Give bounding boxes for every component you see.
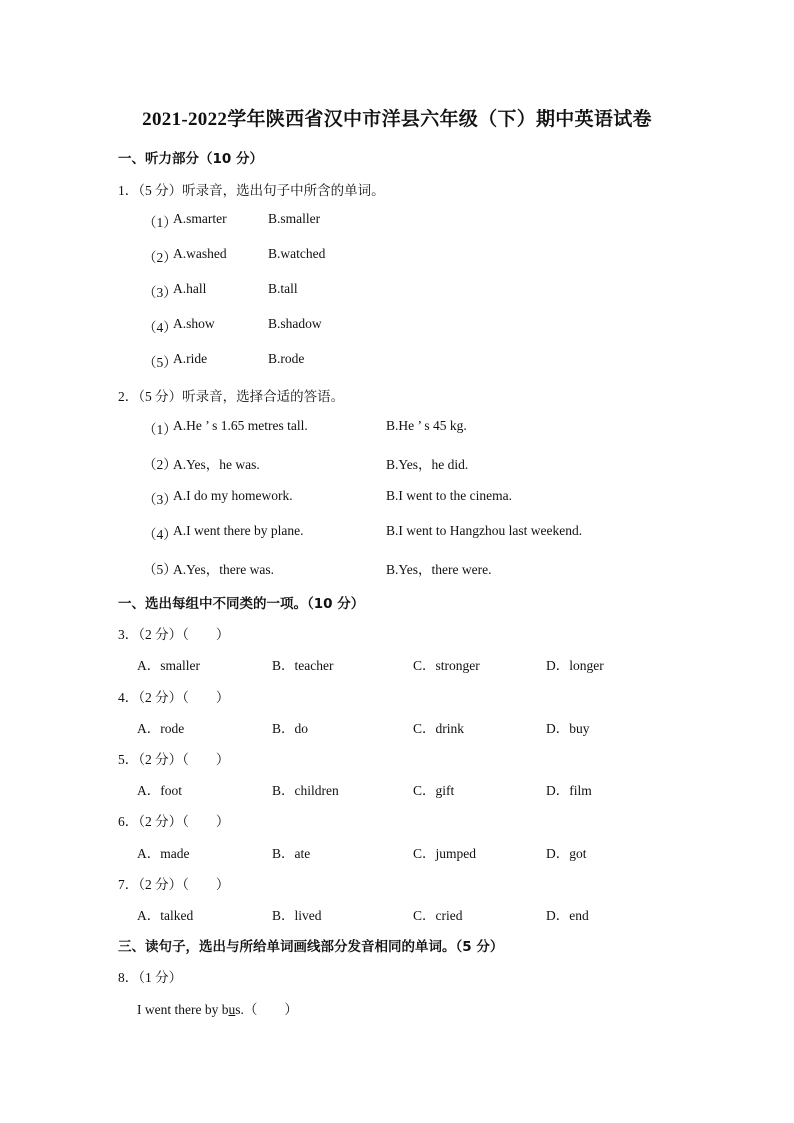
item-number: （3）	[143, 285, 177, 300]
option-a: A.show	[173, 316, 215, 331]
item-number: （1）	[143, 215, 177, 230]
question-4-stem: 4．（2 分）（ ）	[118, 690, 230, 705]
section-heading-odd-one-out: 一、选出每组中不同类的一项。（10 分）	[118, 596, 365, 612]
option-b: B.rode	[268, 351, 305, 366]
option-a: A.smarter	[173, 211, 227, 226]
question-3-stem: 3．（2 分）（ ）	[118, 627, 230, 642]
option-a: A．foot	[137, 783, 182, 798]
option-a: A.He ’ s 1.65 metres tall.	[173, 418, 308, 433]
option-a: A.ride	[173, 351, 208, 366]
option-b: B.He ’ s 45 kg.	[386, 418, 467, 433]
option-a: A.hall	[173, 281, 207, 296]
option-a: A.I do my homework.	[173, 488, 293, 503]
option-d: D．end	[546, 908, 589, 923]
option-a: A．smaller	[137, 658, 200, 673]
item-number: （5）	[143, 562, 177, 577]
option-c: C．gift	[413, 783, 455, 798]
item-number: （4）	[143, 527, 177, 542]
option-b: B．ate	[272, 846, 311, 861]
page-title: 2021-2022学年陕西省汉中市洋县六年级（下）期中英语试卷	[142, 109, 652, 130]
option-d: D．buy	[546, 721, 590, 736]
item-number: （1）	[143, 422, 177, 437]
sentence-text: s.（ ）	[235, 1002, 298, 1017]
item-number: （2）	[143, 457, 177, 472]
option-b: B．do	[272, 721, 309, 736]
option-a: A.I went there by plane.	[173, 523, 304, 538]
option-c: C．cried	[413, 908, 463, 923]
option-a: A．talked	[137, 908, 194, 923]
option-b: B．children	[272, 783, 339, 798]
option-a: A.Yes，he was.	[173, 457, 260, 472]
option-b: B.smaller	[268, 211, 321, 226]
section-heading-listening: 一、听力部分（10 分）	[118, 151, 263, 167]
option-a: A．rode	[137, 721, 185, 736]
question-7-stem: 7．（2 分）（ ）	[118, 877, 230, 892]
item-number: （3）	[143, 492, 177, 507]
question-2-stem: 2．（5 分）听录音，选择合适的答语。	[118, 389, 345, 404]
option-b: B.Yes，he did.	[386, 457, 469, 472]
item-number: （4）	[143, 320, 177, 335]
item-number: （2）	[143, 250, 177, 265]
sentence-text: I went there by b	[137, 1002, 229, 1017]
option-b: B.watched	[268, 246, 326, 261]
option-b: B.I went to the cinema.	[386, 488, 512, 503]
item-number: （5）	[143, 355, 177, 370]
underlined-letters: u	[228, 1002, 236, 1017]
option-b: B.tall	[268, 281, 298, 296]
option-d: D．film	[546, 783, 592, 798]
option-b: B.shadow	[268, 316, 322, 331]
option-b: B．lived	[272, 908, 322, 923]
question-5-stem: 5．（2 分）（ ）	[118, 752, 230, 767]
option-a: A.washed	[173, 246, 227, 261]
option-c: C．jumped	[413, 846, 476, 861]
question-8-stem: 8．（1 分）	[118, 970, 183, 985]
option-c: C．drink	[413, 721, 465, 736]
option-d: D．got	[546, 846, 587, 861]
option-a: A.Yes，there was.	[173, 562, 274, 577]
section-heading-pronunciation: 三、读句子，选出与所给单词画线部分发音相同的单词。（5 分）	[118, 939, 504, 955]
option-b: B.Yes，there were.	[386, 562, 492, 577]
option-c: C．stronger	[413, 658, 480, 673]
option-d: D．longer	[546, 658, 604, 673]
option-b: B.I went to Hangzhou last weekend.	[386, 523, 583, 538]
option-b: B．teacher	[272, 658, 334, 673]
question-1-stem: 1．（5 分）听录音，选出句子中所含的单词。	[118, 183, 385, 198]
question-8-sentence	[137, 998, 298, 1018]
option-a: A．made	[137, 846, 190, 861]
question-6-stem: 6．（2 分）（ ）	[118, 814, 230, 829]
